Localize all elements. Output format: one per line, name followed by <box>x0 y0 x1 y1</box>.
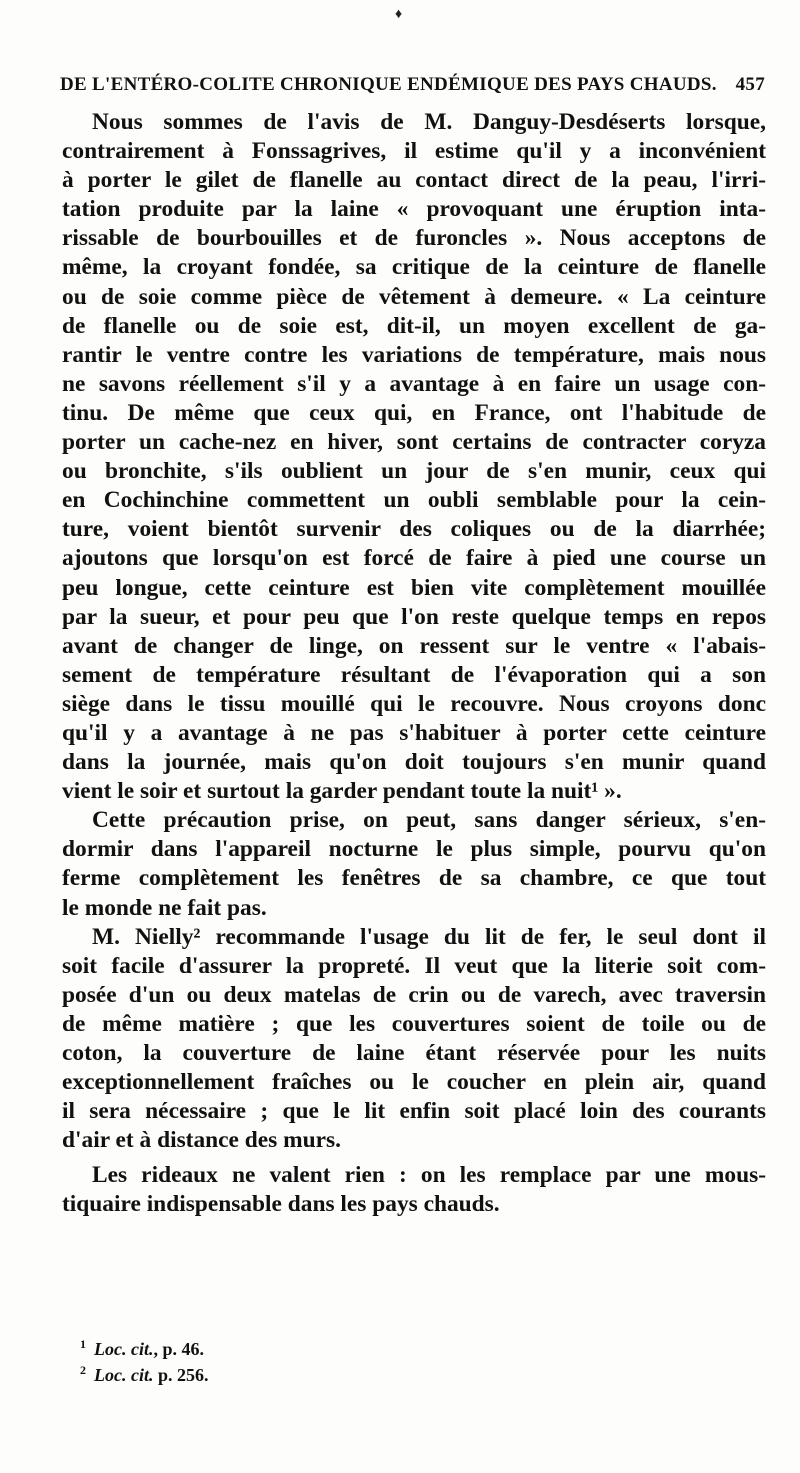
text-line: à porter le gilet de flanelle au contact direct de la peau, l'irri- <box>62 167 766 194</box>
text-line: sement de température résultant de l'évaporation qui a son <box>62 661 766 688</box>
text-line: ou de soie comme pièce de vêtement à demeure. « La ceinture <box>62 283 766 310</box>
text-line: ture, voient bientôt survenir des coliques ou de la diarrhée; <box>62 516 766 543</box>
text-line: dans la journée, mais qu'on doit toujours s'en munir quand <box>62 749 766 776</box>
text-line: coton, la couverture de laine étant réservée pour les nuits <box>62 1040 766 1066</box>
text-line: posée d'un ou deux matelas de crin ou de varech, avec traversin <box>62 981 766 1008</box>
text-line: de flanelle ou de soie est, dit-il, un moyen excellent de ga- <box>62 312 766 339</box>
text-line: en Cochinchine commettent un oubli semblable pour la cein- <box>62 487 766 514</box>
text-line: ferme complètement les fenêtres de sa chambre, ce que tout <box>62 865 766 892</box>
footnote-page-ref: p. 256. <box>153 1365 209 1385</box>
running-head <box>60 74 765 100</box>
text-line: rissable de bourbouilles et de furoncles ». Nous acceptons de <box>62 225 766 252</box>
text-line: rantir le ventre contre les variations de température, mais nous <box>62 341 766 368</box>
footnotes <box>80 1336 680 1388</box>
text-line: ajoutons que lorsqu'on est forcé de faire à pied une course un <box>62 545 766 572</box>
text-line: avant de changer de linge, on ressent sur le ventre « l'abais- <box>62 632 766 659</box>
text-line: tation produite par la laine « provoquant une éruption inta- <box>62 196 766 223</box>
text-line: Cette précaution prise, on peut, sans danger sérieux, s'en- <box>92 807 766 834</box>
text-line: dormir dans l'appareil nocturne le plus simple, pourvu qu'on <box>62 836 766 863</box>
running-head-title: DE L'ENTÉRO-COLITE CHRONIQUE ENDÉMIQUE DES PAYS CHAUDS. <box>60 74 717 95</box>
text-line: M. Nielly² recommande l'usage du lit de fer, le seul dont il <box>92 923 766 950</box>
footnote <box>80 1362 680 1388</box>
footnote-page-ref: , p. 46. <box>153 1339 204 1359</box>
text-line: siège dans le tissu mouillé qui le recouvre. Nous croyons donc <box>62 690 766 717</box>
footnote-citation: Loc. cit. <box>94 1365 154 1385</box>
text-line: de même matière ; que les couvertures soient de toile ou de <box>62 1010 766 1037</box>
text-line: ou bronchite, s'ils oublient un jour de s'en munir, ceux qui <box>62 458 766 485</box>
text-line: peu longue, cette ceinture est bien vite complètement mouillée <box>62 574 766 601</box>
text-line: il sera nécessaire ; que le lit enfin soit placé loin des courants <box>62 1098 766 1125</box>
text-line: par la sueur, et pour peu que l'on reste quelque temps en repos <box>62 603 766 630</box>
footnote-mark: 2 <box>80 1363 86 1377</box>
text-line: tiquaire indispensable dans les pays chauds. <box>62 1191 500 1218</box>
text-line: porter un cache-nez en hiver, sont certains de contracter coryza <box>62 429 766 456</box>
footnote-mark: 1 <box>80 1337 86 1351</box>
text-line: contrairement à Fonssagrives, il estime qu'il y a inconvénient <box>62 138 766 165</box>
text-line: Les rideaux ne valent rien : on les remplace par une mous- <box>92 1162 766 1189</box>
text-line: d'air et à distance des murs. <box>62 1127 341 1154</box>
text-line: Nous sommes de l'avis de M. Danguy-Desdéserts lorsque, <box>92 109 766 135</box>
text-line: qu'il y a avantage à ne pas s'habituer à porter cette ceinture <box>62 719 766 746</box>
page-number: 457 <box>735 74 765 95</box>
text-line: même, la croyant fondée, sa critique de la ceinture de flanelle <box>62 254 766 281</box>
ornament-mark: ♦ <box>395 7 403 22</box>
footnote-citation: Loc. cit. <box>94 1339 154 1359</box>
body-text <box>62 108 766 1220</box>
text-line: vient le soir et surtout la garder pendant toute la nuit¹ ». <box>62 778 622 805</box>
text-line: le monde ne fait pas. <box>62 894 267 921</box>
text-line: ne savons réellement s'il y a avantage à en faire un usage con- <box>62 370 766 397</box>
text-line: exceptionnellement fraîches ou le coucher en plein air, quand <box>62 1069 766 1096</box>
footnote <box>80 1336 680 1362</box>
text-line: tinu. De même que ceux qui, en France, ont l'habitude de <box>62 399 766 426</box>
text-line: soit facile d'assurer la propreté. Il veut que la literie soit com- <box>62 952 766 979</box>
